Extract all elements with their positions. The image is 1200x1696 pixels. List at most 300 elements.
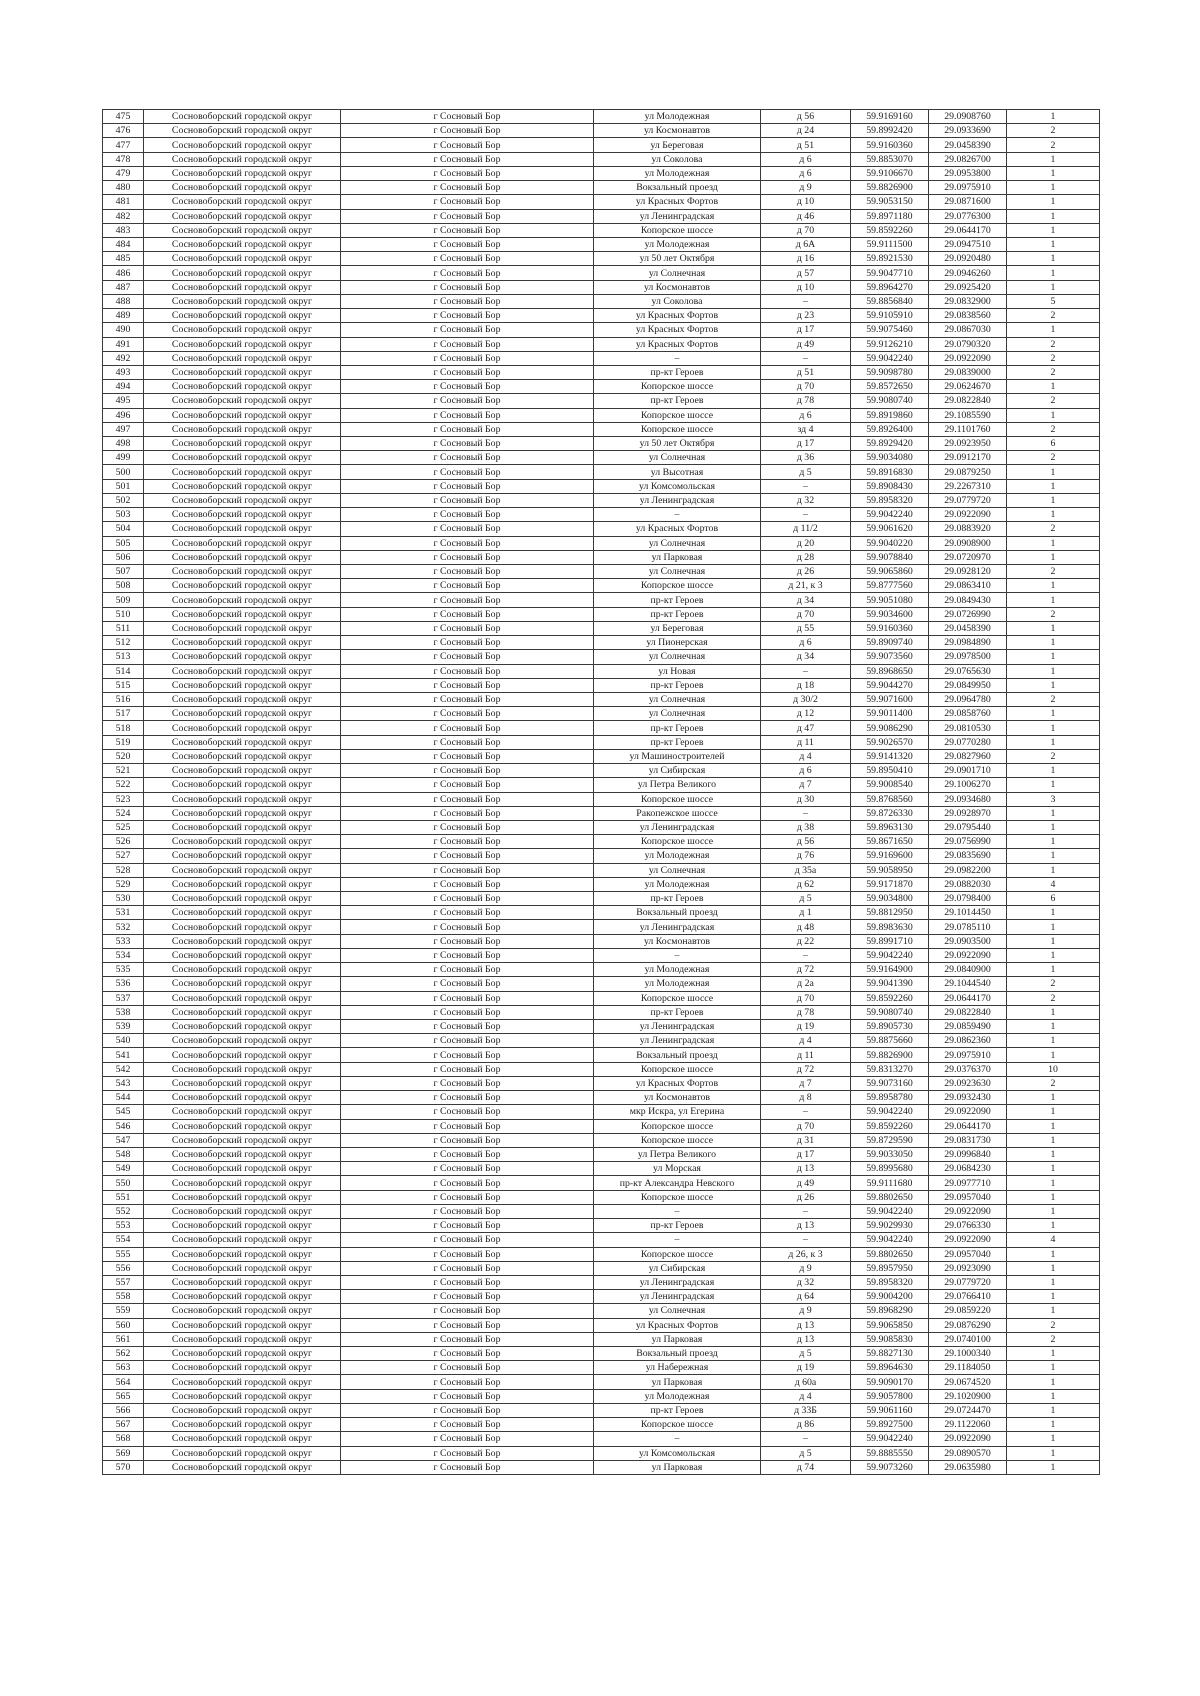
latitude-cell: 59.8921530 xyxy=(851,252,929,266)
latitude-cell: 59.8827130 xyxy=(851,1347,929,1361)
longitude-cell: 29.0923630 xyxy=(929,1076,1007,1090)
latitude-cell: 59.9111680 xyxy=(851,1176,929,1190)
street-cell: Копорское шоссе xyxy=(594,408,761,422)
district-cell: Сосновоборский городской округ xyxy=(144,636,341,650)
locality-cell: г Сосновый Бор xyxy=(341,565,594,579)
longitude-cell: 29.0901710 xyxy=(929,764,1007,778)
longitude-cell: 29.1122060 xyxy=(929,1418,1007,1432)
longitude-cell: 29.0925420 xyxy=(929,280,1007,294)
row-number: 567 xyxy=(103,1418,144,1432)
district-cell: Сосновоборский городской округ xyxy=(144,195,341,209)
longitude-cell: 29.0883920 xyxy=(929,522,1007,536)
house-cell: д 4 xyxy=(761,1389,851,1403)
district-cell: Сосновоборский городской округ xyxy=(144,934,341,948)
row-number: 538 xyxy=(103,1005,144,1019)
locality-cell: г Сосновый Бор xyxy=(341,636,594,650)
count-cell: 1 xyxy=(1007,764,1100,778)
district-cell: Сосновоборский городской округ xyxy=(144,181,341,195)
longitude-cell: 29.1020900 xyxy=(929,1389,1007,1403)
longitude-cell: 29.1184050 xyxy=(929,1361,1007,1375)
street-cell: ул Молодежная xyxy=(594,237,761,251)
table-row xyxy=(103,1119,1100,1133)
table-row xyxy=(103,1304,1100,1318)
table-row xyxy=(103,1389,1100,1403)
row-number: 539 xyxy=(103,1020,144,1034)
count-cell: 1 xyxy=(1007,110,1100,124)
latitude-cell: 59.9044270 xyxy=(851,678,929,692)
locality-cell: г Сосновый Бор xyxy=(341,124,594,138)
street-cell: ул Ленинградская xyxy=(594,820,761,834)
table-row xyxy=(103,1204,1100,1218)
count-cell: 1 xyxy=(1007,1119,1100,1133)
longitude-cell: 29.0920480 xyxy=(929,252,1007,266)
table-row xyxy=(103,309,1100,323)
house-cell: д 5 xyxy=(761,892,851,906)
longitude-cell: 29.0795440 xyxy=(929,820,1007,834)
locality-cell: г Сосновый Бор xyxy=(341,422,594,436)
street-cell: ул Новая xyxy=(594,664,761,678)
house-cell: – xyxy=(761,1105,851,1119)
locality-cell: г Сосновый Бор xyxy=(341,451,594,465)
district-cell: Сосновоборский городской округ xyxy=(144,309,341,323)
table-row xyxy=(103,920,1100,934)
table-row xyxy=(103,1105,1100,1119)
district-cell: Сосновоборский городской округ xyxy=(144,948,341,962)
district-cell: Сосновоборский городской округ xyxy=(144,1446,341,1460)
locality-cell: г Сосновый Бор xyxy=(341,408,594,422)
latitude-cell: 59.8313270 xyxy=(851,1062,929,1076)
district-cell: Сосновоборский городской округ xyxy=(144,479,341,493)
district-cell: Сосновоборский городской округ xyxy=(144,451,341,465)
longitude-cell: 29.0822840 xyxy=(929,394,1007,408)
row-number: 548 xyxy=(103,1147,144,1161)
district-cell: Сосновоборский городской округ xyxy=(144,1147,341,1161)
count-cell: 6 xyxy=(1007,892,1100,906)
table-row xyxy=(103,351,1100,365)
row-number: 524 xyxy=(103,806,144,820)
latitude-cell: 59.8802650 xyxy=(851,1247,929,1261)
street-cell: мкр Искра, ул Егерина xyxy=(594,1105,761,1119)
row-number: 491 xyxy=(103,337,144,351)
locality-cell: г Сосновый Бор xyxy=(341,835,594,849)
locality-cell: г Сосновый Бор xyxy=(341,749,594,763)
row-number: 557 xyxy=(103,1275,144,1289)
street-cell: ул Красных Фортов xyxy=(594,522,761,536)
row-number: 535 xyxy=(103,963,144,977)
latitude-cell: 59.8875660 xyxy=(851,1034,929,1048)
count-cell: 1 xyxy=(1007,280,1100,294)
table-row xyxy=(103,1062,1100,1076)
count-cell: 2 xyxy=(1007,977,1100,991)
house-cell: д 12 xyxy=(761,707,851,721)
district-cell: Сосновоборский городской округ xyxy=(144,877,341,891)
district-cell: Сосновоборский городской округ xyxy=(144,1275,341,1289)
locality-cell: г Сосновый Бор xyxy=(341,337,594,351)
longitude-cell: 29.0376370 xyxy=(929,1062,1007,1076)
row-number: 523 xyxy=(103,792,144,806)
table-row xyxy=(103,536,1100,550)
district-cell: Сосновоборский городской округ xyxy=(144,1261,341,1275)
street-cell: ул Высотная xyxy=(594,465,761,479)
street-cell: Копорское шоссе xyxy=(594,1190,761,1204)
latitude-cell: 59.9106670 xyxy=(851,166,929,180)
registry-table-body xyxy=(103,110,1100,1475)
house-cell: зд 4 xyxy=(761,422,851,436)
locality-cell: г Сосновый Бор xyxy=(341,1076,594,1090)
table-row xyxy=(103,806,1100,820)
row-number: 561 xyxy=(103,1332,144,1346)
locality-cell: г Сосновый Бор xyxy=(341,380,594,394)
house-cell: – xyxy=(761,294,851,308)
table-row xyxy=(103,977,1100,991)
row-number: 496 xyxy=(103,408,144,422)
street-cell: ул Солнечная xyxy=(594,565,761,579)
house-cell: д 47 xyxy=(761,721,851,735)
latitude-cell: 59.9085830 xyxy=(851,1332,929,1346)
row-number: 492 xyxy=(103,351,144,365)
street-cell: – xyxy=(594,508,761,522)
longitude-cell: 29.0776300 xyxy=(929,209,1007,223)
row-number: 497 xyxy=(103,422,144,436)
district-cell: Сосновоборский городской округ xyxy=(144,721,341,735)
house-cell: д 26, к 3 xyxy=(761,1247,851,1261)
house-cell: д 76 xyxy=(761,849,851,863)
house-cell: д 4 xyxy=(761,749,851,763)
street-cell: ул Красных Фортов xyxy=(594,309,761,323)
house-cell: д 17 xyxy=(761,1147,851,1161)
longitude-cell: 29.0922090 xyxy=(929,1204,1007,1218)
district-cell: Сосновоборский городской округ xyxy=(144,1048,341,1062)
row-number: 494 xyxy=(103,380,144,394)
row-number: 550 xyxy=(103,1176,144,1190)
latitude-cell: 59.8919860 xyxy=(851,408,929,422)
district-cell: Сосновоборский городской округ xyxy=(144,138,341,152)
latitude-cell: 59.9105910 xyxy=(851,309,929,323)
house-cell: д 13 xyxy=(761,1162,851,1176)
longitude-cell: 29.0933690 xyxy=(929,124,1007,138)
row-number: 568 xyxy=(103,1432,144,1446)
row-number: 528 xyxy=(103,863,144,877)
count-cell: 1 xyxy=(1007,820,1100,834)
street-cell: ул Солнечная xyxy=(594,863,761,877)
count-cell: 1 xyxy=(1007,1204,1100,1218)
table-row xyxy=(103,266,1100,280)
house-cell: д 30 xyxy=(761,792,851,806)
locality-cell: г Сосновый Бор xyxy=(341,166,594,180)
district-cell: Сосновоборский городской округ xyxy=(144,1318,341,1332)
locality-cell: г Сосновый Бор xyxy=(341,593,594,607)
count-cell: 1 xyxy=(1007,906,1100,920)
district-cell: Сосновоборский городской округ xyxy=(144,1332,341,1346)
longitude-cell: 29.0923950 xyxy=(929,437,1007,451)
longitude-cell: 29.0766330 xyxy=(929,1219,1007,1233)
longitude-cell: 29.0644170 xyxy=(929,1119,1007,1133)
locality-cell: г Сосновый Бор xyxy=(341,1005,594,1019)
row-number: 519 xyxy=(103,735,144,749)
street-cell: пр-кт Героев xyxy=(594,1403,761,1417)
locality-cell: г Сосновый Бор xyxy=(341,394,594,408)
latitude-cell: 59.9164900 xyxy=(851,963,929,977)
count-cell: 2 xyxy=(1007,749,1100,763)
locality-cell: г Сосновый Бор xyxy=(341,138,594,152)
row-number: 566 xyxy=(103,1403,144,1417)
longitude-cell: 29.0835690 xyxy=(929,849,1007,863)
street-cell: Копорское шоссе xyxy=(594,1062,761,1076)
street-cell: Копорское шоссе xyxy=(594,1119,761,1133)
table-row xyxy=(103,1446,1100,1460)
longitude-cell: 29.0724470 xyxy=(929,1403,1007,1417)
longitude-cell: 29.0923090 xyxy=(929,1261,1007,1275)
district-cell: Сосновоборский городской округ xyxy=(144,1176,341,1190)
latitude-cell: 59.8729590 xyxy=(851,1133,929,1147)
longitude-cell: 29.0882030 xyxy=(929,877,1007,891)
latitude-cell: 59.8671650 xyxy=(851,835,929,849)
house-cell: д 48 xyxy=(761,920,851,934)
row-number: 478 xyxy=(103,152,144,166)
row-number: 484 xyxy=(103,237,144,251)
count-cell: 1 xyxy=(1007,1105,1100,1119)
street-cell: ул Космонавтов xyxy=(594,934,761,948)
table-row xyxy=(103,579,1100,593)
count-cell: 1 xyxy=(1007,778,1100,792)
district-cell: Сосновоборский городской округ xyxy=(144,522,341,536)
house-cell: д 17 xyxy=(761,323,851,337)
street-cell: ул Красных Фортов xyxy=(594,1076,761,1090)
table-row xyxy=(103,408,1100,422)
row-number: 479 xyxy=(103,166,144,180)
table-row xyxy=(103,223,1100,237)
latitude-cell: 59.9041390 xyxy=(851,977,929,991)
table-row xyxy=(103,1020,1100,1034)
row-number: 518 xyxy=(103,721,144,735)
row-number: 476 xyxy=(103,124,144,138)
table-row xyxy=(103,195,1100,209)
house-cell: д 4 xyxy=(761,1034,851,1048)
house-cell: д 23 xyxy=(761,309,851,323)
table-row xyxy=(103,820,1100,834)
longitude-cell: 29.0458390 xyxy=(929,621,1007,635)
row-number: 562 xyxy=(103,1347,144,1361)
table-row xyxy=(103,621,1100,635)
latitude-cell: 59.8950410 xyxy=(851,764,929,778)
street-cell: Копорское шоссе xyxy=(594,1247,761,1261)
locality-cell: г Сосновый Бор xyxy=(341,1162,594,1176)
row-number: 546 xyxy=(103,1119,144,1133)
longitude-cell: 29.0827960 xyxy=(929,749,1007,763)
latitude-cell: 59.9160360 xyxy=(851,138,929,152)
count-cell: 1 xyxy=(1007,678,1100,692)
locality-cell: г Сосновый Бор xyxy=(341,536,594,550)
street-cell: ул Комсомольская xyxy=(594,479,761,493)
table-row xyxy=(103,493,1100,507)
locality-cell: г Сосновый Бор xyxy=(341,721,594,735)
row-number: 506 xyxy=(103,550,144,564)
district-cell: Сосновоборский городской округ xyxy=(144,1119,341,1133)
table-row xyxy=(103,1176,1100,1190)
house-cell: д 70 xyxy=(761,223,851,237)
house-cell: – xyxy=(761,351,851,365)
district-cell: Сосновоборский городской округ xyxy=(144,792,341,806)
count-cell: 1 xyxy=(1007,621,1100,635)
latitude-cell: 59.8992420 xyxy=(851,124,929,138)
locality-cell: г Сосновый Бор xyxy=(341,1460,594,1474)
district-cell: Сосновоборский городской округ xyxy=(144,408,341,422)
street-cell: ул Ленинградская xyxy=(594,493,761,507)
house-cell: д 8 xyxy=(761,1091,851,1105)
table-row xyxy=(103,1162,1100,1176)
house-cell: д 6 xyxy=(761,408,851,422)
longitude-cell: 29.0975910 xyxy=(929,181,1007,195)
district-cell: Сосновоборский городской округ xyxy=(144,664,341,678)
count-cell: 1 xyxy=(1007,266,1100,280)
district-cell: Сосновоборский городской округ xyxy=(144,920,341,934)
table-row xyxy=(103,778,1100,792)
house-cell: д 62 xyxy=(761,877,851,891)
house-cell: д 11/2 xyxy=(761,522,851,536)
street-cell: ул Парковая xyxy=(594,1460,761,1474)
latitude-cell: 59.9047710 xyxy=(851,266,929,280)
locality-cell: г Сосновый Бор xyxy=(341,1176,594,1190)
table-row xyxy=(103,1261,1100,1275)
table-row xyxy=(103,437,1100,451)
district-cell: Сосновоборский городской округ xyxy=(144,1290,341,1304)
district-cell: Сосновоборский городской округ xyxy=(144,1432,341,1446)
longitude-cell: 29.0674520 xyxy=(929,1375,1007,1389)
locality-cell: г Сосновый Бор xyxy=(341,1147,594,1161)
count-cell: 2 xyxy=(1007,365,1100,379)
table-row xyxy=(103,835,1100,849)
street-cell: пр-кт Героев xyxy=(594,735,761,749)
district-cell: Сосновоборский городской округ xyxy=(144,707,341,721)
longitude-cell: 29.0849430 xyxy=(929,593,1007,607)
count-cell: 2 xyxy=(1007,1332,1100,1346)
count-cell: 1 xyxy=(1007,209,1100,223)
longitude-cell: 29.1101760 xyxy=(929,422,1007,436)
longitude-cell: 29.0839000 xyxy=(929,365,1007,379)
longitude-cell: 29.0766410 xyxy=(929,1290,1007,1304)
district-cell: Сосновоборский городской округ xyxy=(144,1389,341,1403)
district-cell: Сосновоборский городской округ xyxy=(144,749,341,763)
table-row xyxy=(103,323,1100,337)
locality-cell: г Сосновый Бор xyxy=(341,1219,594,1233)
locality-cell: г Сосновый Бор xyxy=(341,1389,594,1403)
row-number: 522 xyxy=(103,778,144,792)
row-number: 483 xyxy=(103,223,144,237)
longitude-cell: 29.0867030 xyxy=(929,323,1007,337)
count-cell: 4 xyxy=(1007,877,1100,891)
latitude-cell: 59.8983630 xyxy=(851,920,929,934)
count-cell: 2 xyxy=(1007,394,1100,408)
locality-cell: г Сосновый Бор xyxy=(341,1275,594,1289)
latitude-cell: 59.8853070 xyxy=(851,152,929,166)
table-row xyxy=(103,1091,1100,1105)
row-number: 532 xyxy=(103,920,144,934)
longitude-cell: 29.0996840 xyxy=(929,1147,1007,1161)
locality-cell: г Сосновый Бор xyxy=(341,1432,594,1446)
house-cell: д 46 xyxy=(761,209,851,223)
row-number: 556 xyxy=(103,1261,144,1275)
table-row xyxy=(103,636,1100,650)
longitude-cell: 29.0862360 xyxy=(929,1034,1007,1048)
locality-cell: г Сосновый Бор xyxy=(341,963,594,977)
locality-cell: г Сосновый Бор xyxy=(341,209,594,223)
table-row xyxy=(103,1361,1100,1375)
table-row xyxy=(103,138,1100,152)
count-cell: 1 xyxy=(1007,1176,1100,1190)
house-cell: д 34 xyxy=(761,650,851,664)
street-cell: ул Ленинградская xyxy=(594,1034,761,1048)
longitude-cell: 29.0644170 xyxy=(929,991,1007,1005)
longitude-cell: 29.0922090 xyxy=(929,351,1007,365)
latitude-cell: 59.8826900 xyxy=(851,1048,929,1062)
house-cell: – xyxy=(761,508,851,522)
table-row xyxy=(103,650,1100,664)
table-row xyxy=(103,365,1100,379)
table-row xyxy=(103,451,1100,465)
row-number: 487 xyxy=(103,280,144,294)
street-cell: пр-кт Александра Невского xyxy=(594,1176,761,1190)
street-cell: ул Набережная xyxy=(594,1361,761,1375)
row-number: 558 xyxy=(103,1290,144,1304)
count-cell: 3 xyxy=(1007,792,1100,806)
street-cell: пр-кт Героев xyxy=(594,678,761,692)
latitude-cell: 59.9160360 xyxy=(851,621,929,635)
row-number: 569 xyxy=(103,1446,144,1460)
table-row xyxy=(103,948,1100,962)
latitude-cell: 59.8908430 xyxy=(851,479,929,493)
latitude-cell: 59.8927500 xyxy=(851,1418,929,1432)
latitude-cell: 59.9004200 xyxy=(851,1290,929,1304)
latitude-cell: 59.8958780 xyxy=(851,1091,929,1105)
latitude-cell: 59.8964630 xyxy=(851,1361,929,1375)
street-cell: ул Солнечная xyxy=(594,692,761,706)
house-cell: д 70 xyxy=(761,380,851,394)
street-cell: ул Ленинградская xyxy=(594,920,761,934)
count-cell: 1 xyxy=(1007,252,1100,266)
count-cell: 1 xyxy=(1007,721,1100,735)
latitude-cell: 59.8957950 xyxy=(851,1261,929,1275)
row-number: 563 xyxy=(103,1361,144,1375)
street-cell: ул Космонавтов xyxy=(594,124,761,138)
house-cell: д 56 xyxy=(761,110,851,124)
district-cell: Сосновоборский городской округ xyxy=(144,849,341,863)
district-cell: Сосновоборский городской округ xyxy=(144,1304,341,1318)
locality-cell: г Сосновый Бор xyxy=(341,692,594,706)
district-cell: Сосновоборский городской округ xyxy=(144,1133,341,1147)
row-number: 554 xyxy=(103,1233,144,1247)
house-cell: д 28 xyxy=(761,550,851,564)
count-cell: 1 xyxy=(1007,1389,1100,1403)
table-row xyxy=(103,1048,1100,1062)
count-cell: 1 xyxy=(1007,1275,1100,1289)
locality-cell: г Сосновый Бор xyxy=(341,849,594,863)
locality-cell: г Сосновый Бор xyxy=(341,1233,594,1247)
row-number: 514 xyxy=(103,664,144,678)
table-row xyxy=(103,963,1100,977)
longitude-cell: 29.2267310 xyxy=(929,479,1007,493)
longitude-cell: 29.1044540 xyxy=(929,977,1007,991)
locality-cell: г Сосновый Бор xyxy=(341,650,594,664)
row-number: 498 xyxy=(103,437,144,451)
row-number: 545 xyxy=(103,1105,144,1119)
street-cell: Копорское шоссе xyxy=(594,223,761,237)
latitude-cell: 59.9073560 xyxy=(851,650,929,664)
district-cell: Сосновоборский городской округ xyxy=(144,692,341,706)
row-number: 500 xyxy=(103,465,144,479)
longitude-cell: 29.0984890 xyxy=(929,636,1007,650)
house-cell: д 78 xyxy=(761,394,851,408)
table-row xyxy=(103,337,1100,351)
